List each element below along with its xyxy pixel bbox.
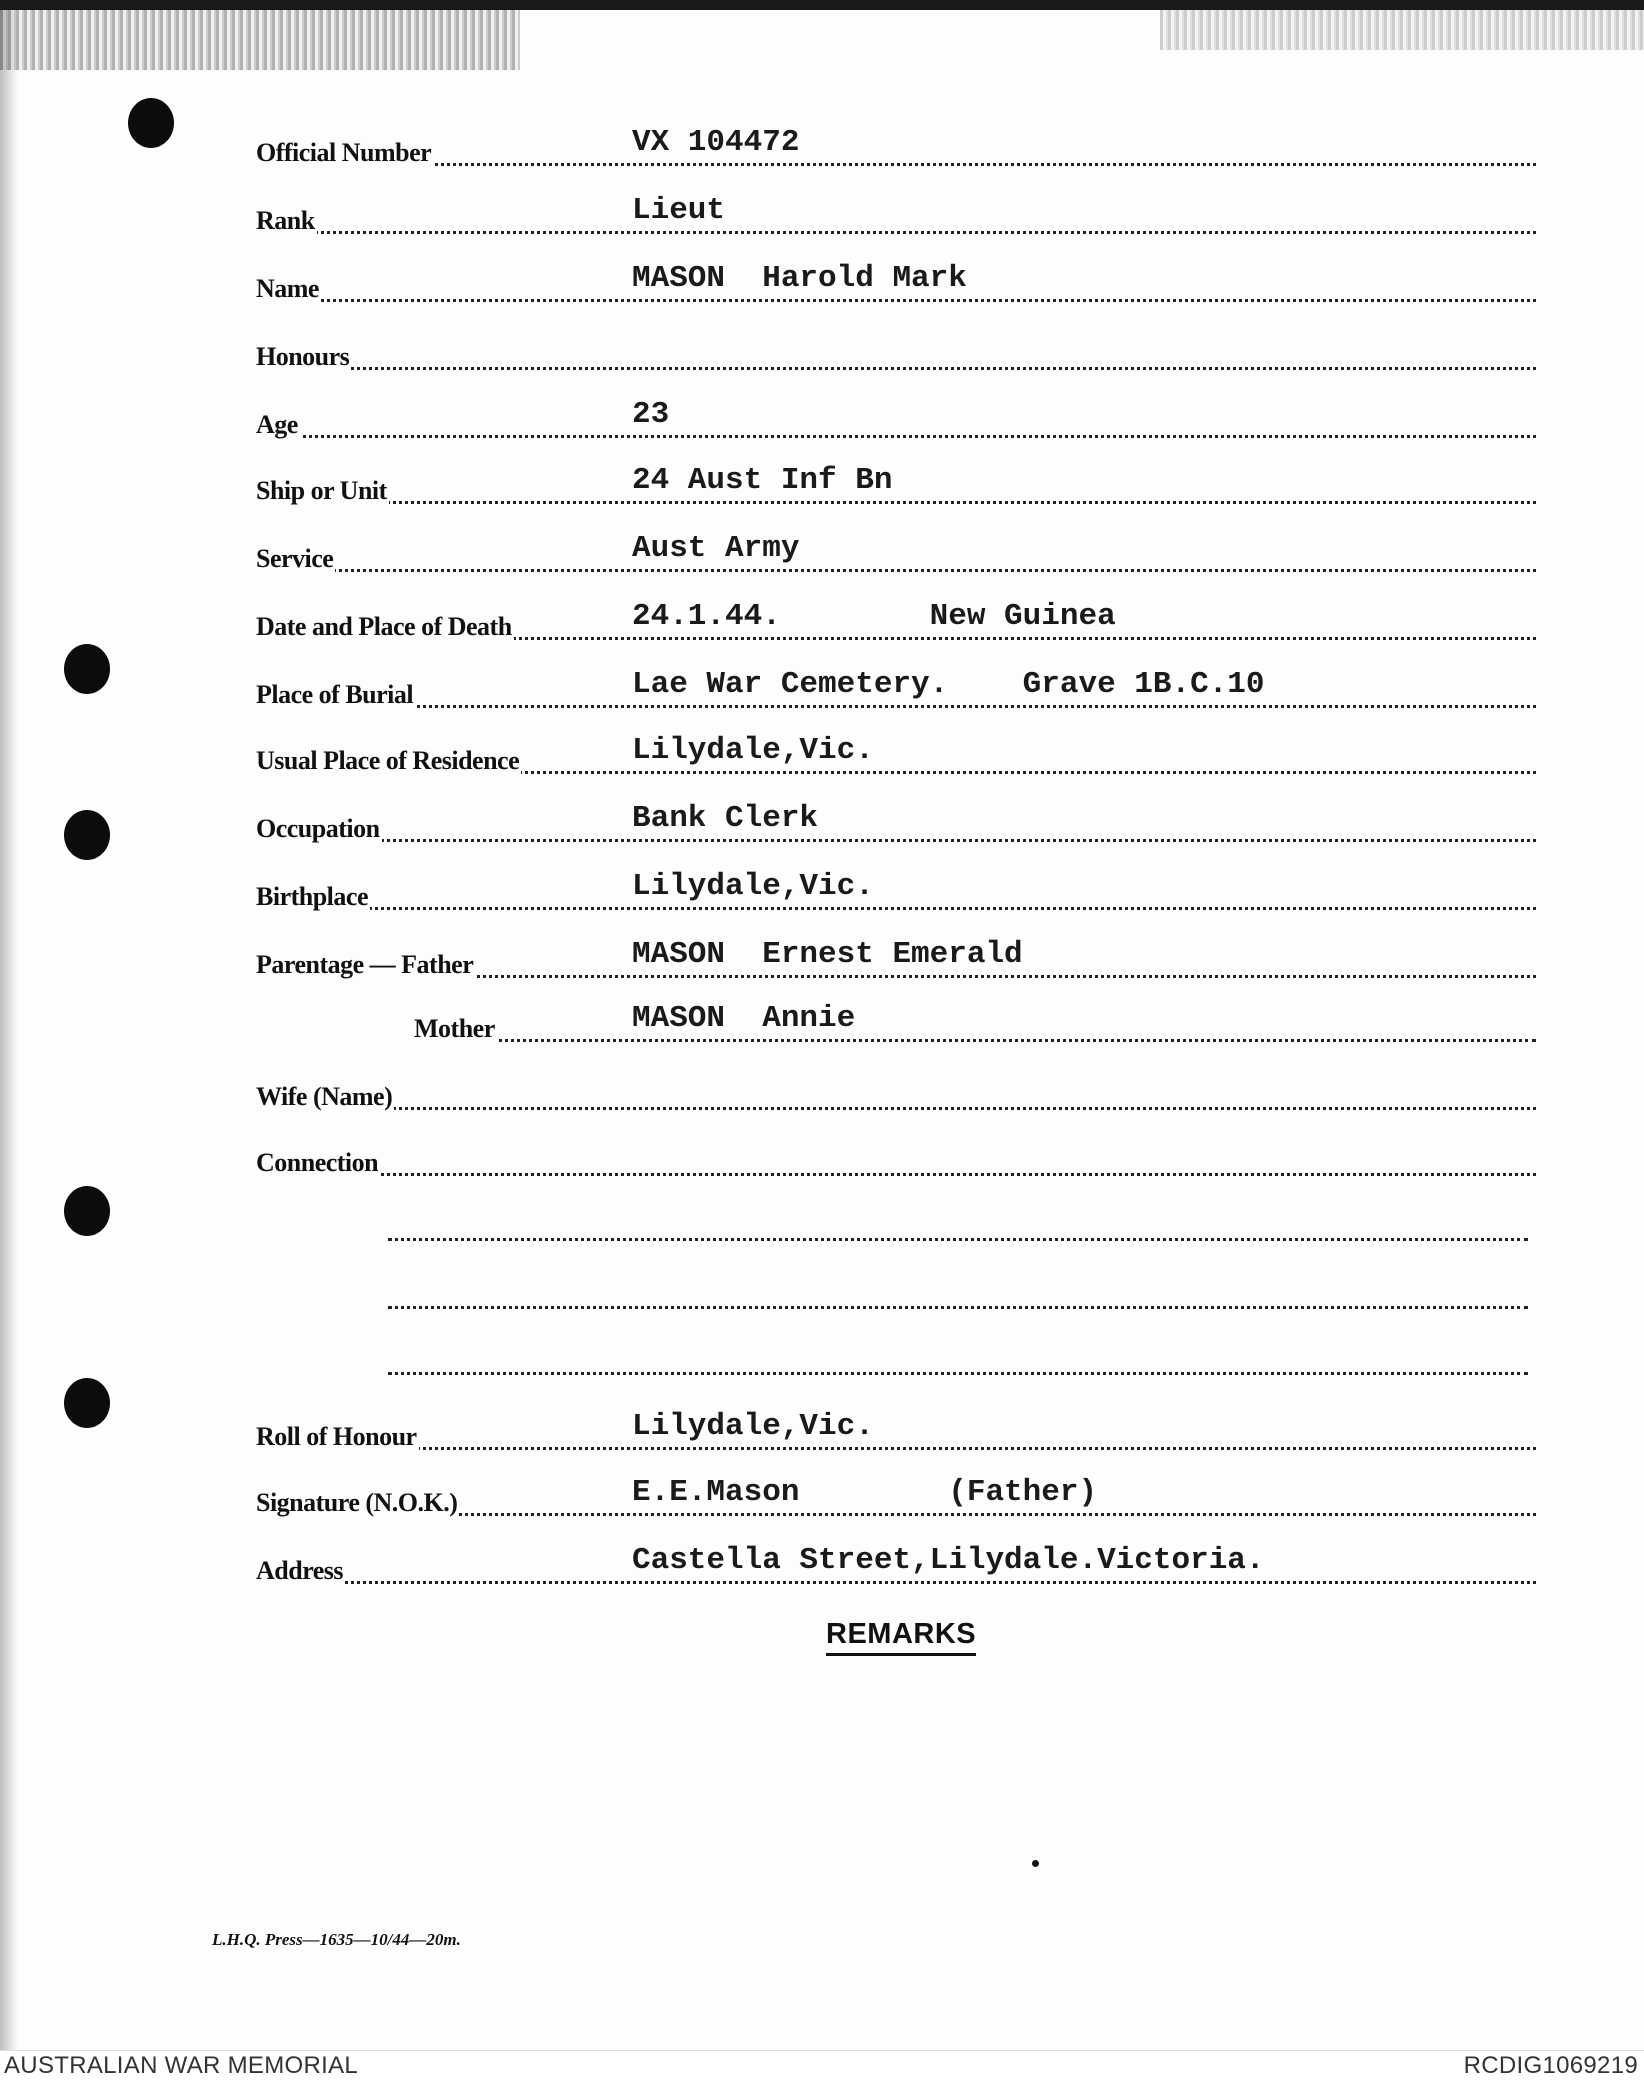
field-address — [256, 1543, 1536, 1586]
field-age — [256, 397, 1536, 440]
field-label: Official Number — [256, 138, 432, 167]
scan-top-edge — [0, 0, 1644, 10]
field-honours — [256, 336, 1536, 372]
dotted-leader — [256, 1447, 1536, 1450]
dotted-leader — [256, 367, 1536, 370]
punch-hole-icon — [64, 810, 110, 860]
field-value: Lilydale,Vic. — [632, 733, 874, 768]
field-service — [256, 531, 1536, 574]
field-value: Lieut — [632, 193, 726, 228]
field-label: Ship or Unit — [256, 476, 387, 505]
field-birthplace — [256, 869, 1536, 912]
dotted-leader — [256, 299, 1536, 302]
field-value: Castella Street,Lilydale.Victoria. — [632, 1543, 1265, 1578]
field-label: Date and Place of Death — [256, 612, 512, 641]
dotted-leader — [256, 569, 1536, 572]
scan-smudge-left — [0, 10, 520, 70]
field-value: Lilydale,Vic. — [632, 1409, 874, 1444]
printer-imprint: L.H.Q. Press—1635—10/44—20m. — [212, 1930, 461, 1949]
dotted-blank-line — [388, 1238, 1528, 1241]
field-value: 24 Aust Inf Bn — [632, 463, 893, 498]
dotted-leader — [414, 1039, 1536, 1042]
field-label: Service — [256, 544, 334, 573]
field-place-of-burial — [256, 667, 1536, 710]
field-label: Connection — [256, 1148, 379, 1177]
field-value: Aust Army — [632, 531, 800, 566]
field-value: MASON Annie — [632, 1001, 856, 1036]
field-roll-of-honour — [256, 1409, 1536, 1452]
field-label: Name — [256, 274, 319, 303]
field-label: Place of Burial — [256, 680, 414, 709]
dotted-leader — [256, 1581, 1536, 1584]
dotted-leader — [256, 501, 1536, 504]
field-mother — [414, 1001, 1536, 1044]
field-value: E.E.Mason (Father) — [632, 1475, 1098, 1510]
footer-record-id: RCDIG1069219 — [1463, 2052, 1638, 2079]
field-usual-residence — [256, 733, 1536, 776]
field-label: Birthplace — [256, 882, 368, 911]
field-value: 24.1.44. New Guinea — [632, 599, 1116, 634]
field-ship-or-unit — [256, 463, 1536, 506]
dotted-leader — [256, 163, 1536, 166]
field-signature-nok — [256, 1475, 1536, 1518]
field-label: Honours — [256, 342, 350, 371]
footer-source: AUSTRALIAN WAR MEMORIAL — [4, 2052, 359, 2079]
dotted-blank-line — [388, 1306, 1528, 1309]
dotted-leader — [256, 705, 1536, 708]
punch-hole-icon — [64, 1186, 110, 1236]
field-value: MASON Ernest Emerald — [632, 937, 1023, 972]
field-label: Roll of Honour — [256, 1422, 417, 1451]
field-label: Wife (Name) — [256, 1082, 393, 1111]
dotted-leader — [256, 1107, 1536, 1110]
field-label: Rank — [256, 206, 315, 235]
dotted-leader — [256, 231, 1536, 234]
field-value: MASON Harold Mark — [632, 261, 967, 296]
field-label: Signature (N.O.K.) — [256, 1488, 458, 1517]
field-connection — [256, 1142, 1536, 1178]
dotted-blank-line — [388, 1372, 1528, 1375]
punch-hole-icon — [64, 1378, 110, 1428]
dotted-leader — [256, 907, 1536, 910]
ink-dot — [1032, 1860, 1039, 1867]
field-wife — [256, 1076, 1536, 1112]
field-label: Age — [256, 410, 298, 439]
field-value: Bank Clerk — [632, 801, 819, 836]
field-father — [256, 937, 1536, 980]
field-label: Address — [256, 1556, 344, 1585]
field-name — [256, 261, 1536, 304]
field-label: Usual Place of Residence — [256, 746, 520, 775]
field-value: VX 104472 — [632, 125, 800, 160]
dotted-leader — [256, 839, 1536, 842]
field-value: 23 — [632, 397, 670, 432]
field-label: Occupation — [256, 814, 380, 843]
scan-smudge-right — [1160, 10, 1644, 50]
dotted-leader — [256, 1173, 1536, 1176]
field-date-place-death — [256, 599, 1536, 642]
field-value: Lilydale,Vic. — [632, 869, 874, 904]
dotted-leader — [256, 435, 1536, 438]
remarks-heading: REMARKS — [826, 1618, 976, 1656]
scan-left-shadow — [0, 10, 18, 2050]
field-label: Mother — [414, 1014, 495, 1043]
field-rank — [256, 193, 1536, 236]
punch-hole-icon — [128, 98, 174, 148]
field-occupation — [256, 801, 1536, 844]
field-official-number — [256, 125, 1536, 168]
field-label: Parentage — Father — [256, 950, 474, 979]
punch-hole-icon — [64, 644, 110, 694]
field-value: Lae War Cemetery. Grave 1B.C.10 — [632, 667, 1265, 702]
